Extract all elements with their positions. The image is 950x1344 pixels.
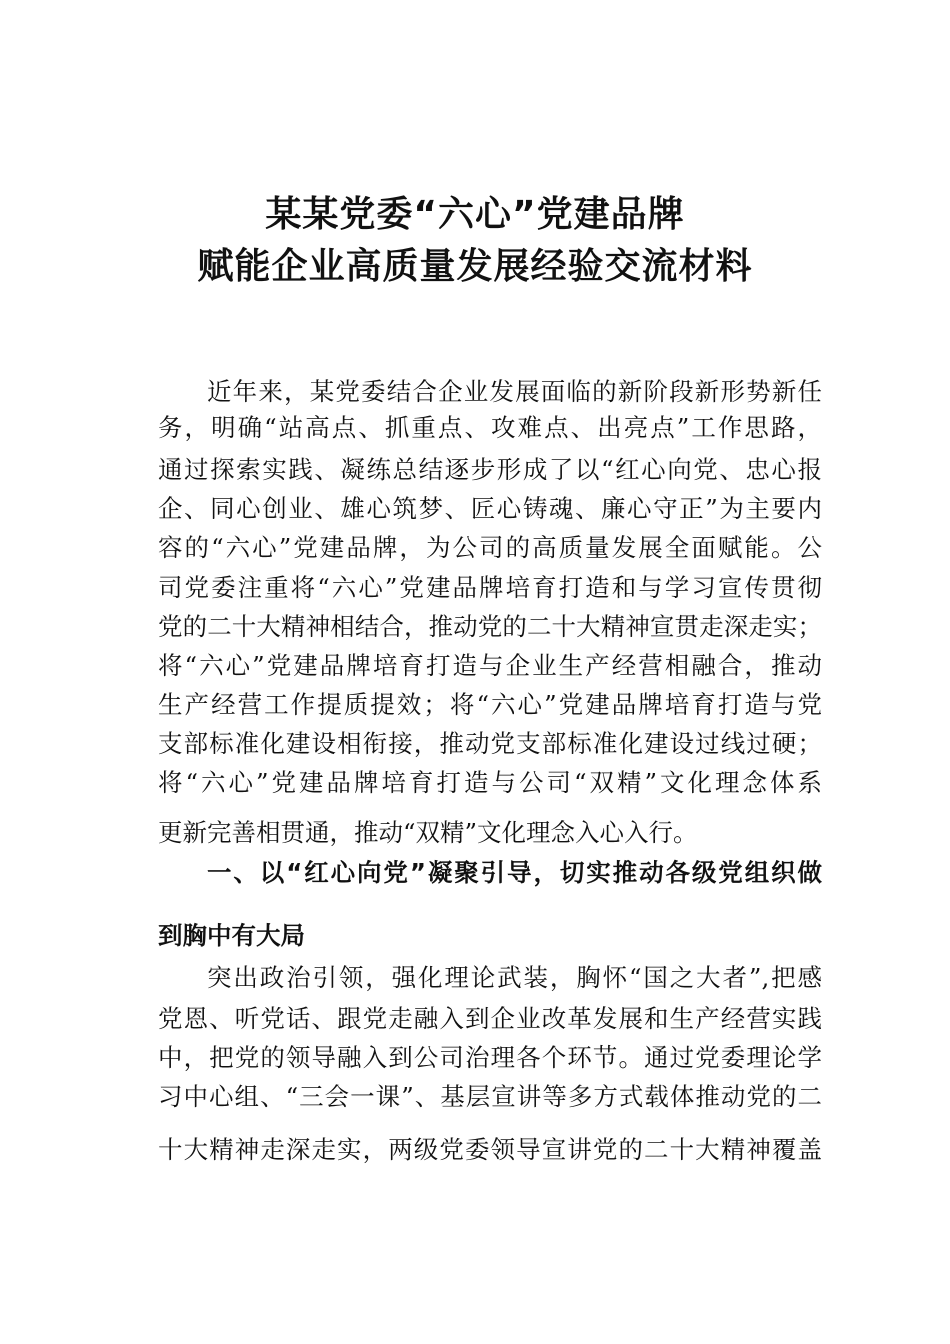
paragraph-line: 十大精神走深走实，两级党委领导宣讲党的二十大精神覆盖 [158,1135,822,1164]
paragraph-line: 将“六心”党建品牌培育打造与企业生产经营相融合，推动 [158,651,822,680]
paragraph-line: 企、同心创业、雄心筑梦、匠心铸魂、廉心守正”为主要内 [158,494,822,523]
paragraph-line: 支部标准化建设相衔接，推动党支部标准化建设过线过硬； [158,729,822,758]
paragraph-line: 近年来，某党委结合企业发展面临的新阶段新形势新任 [207,377,822,406]
paragraph-line: 突出政治引领，强化理论武装，胸怀“国之大者”,把感 [207,963,822,992]
paragraph-line: 务，明确“站高点、抓重点、攻难点、出亮点”工作思路， [158,413,822,442]
section-heading-continued: 到胸中有大局 [158,921,305,950]
paragraph-line: 习中心组、“三会一课”、基层宣讲等多方式载体推动党的二 [158,1082,822,1111]
paragraph-line: 党恩、听党话、跟党走融入到企业改革发展和生产经营实践 [158,1004,822,1033]
paragraph-line: 通过探索实践、凝练总结逐步形成了以“红心向党、忠心报 [158,455,822,484]
section-heading: 一、以“红心向党”凝聚引导，切实推动各级党组织做 [207,858,822,887]
document-title-line-1: 某某党委“六心”党建品牌 [265,194,685,235]
document-title-line-2: 赋能企业高质量发展经验交流材料 [197,246,753,287]
paragraph-line: 司党委注重将“六心”党建品牌培育打造和与学习宣传贯彻 [158,573,822,602]
paragraph-line: 更新完善相贯通，推动“双精”文化理念入心入行。 [158,818,698,847]
paragraph-line: 生产经营工作提质提效；将“六心”党建品牌培育打造与党 [158,690,822,719]
paragraph-line: 中，把党的领导融入到公司治理各个环节。通过党委理论学 [158,1043,822,1072]
paragraph-line: 将“六心”党建品牌培育打造与公司“双精”文化理念体系 [158,768,822,797]
paragraph-line: 容的“六心”党建品牌，为公司的高质量发展全面赋能。公 [158,533,822,562]
paragraph-line: 党的二十大精神相结合，推动党的二十大精神宣贯走深走实； [158,612,822,641]
